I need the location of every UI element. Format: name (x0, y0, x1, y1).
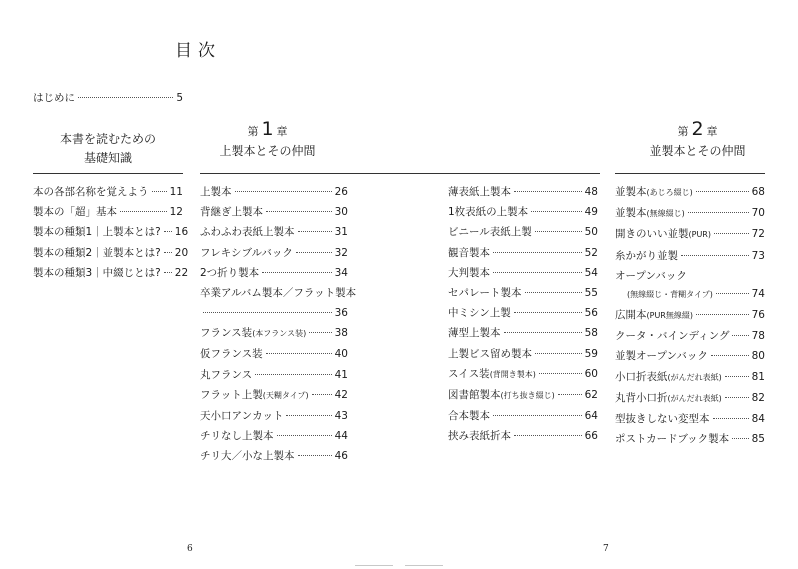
entry-page: 16 (174, 226, 189, 239)
leader-dots (716, 293, 749, 294)
entry-page: 43 (334, 409, 348, 422)
toc-entry[interactable] (33, 246, 189, 260)
leader-dots (514, 191, 582, 192)
entry-page: 5 (176, 92, 183, 104)
leader-dots (713, 418, 749, 419)
leader-dots (732, 335, 748, 336)
toc-entry[interactable] (200, 185, 348, 199)
toc-entry[interactable] (200, 246, 348, 260)
toc-entry[interactable] (200, 368, 348, 382)
entry-page: 40 (334, 348, 348, 361)
entry-page: 46 (334, 450, 348, 463)
leader-dots (266, 211, 332, 212)
chapter1-heading (200, 118, 335, 161)
entry-note: (無線綴じ・背糊タイプ) (627, 289, 713, 299)
leader-dots (696, 314, 749, 315)
entry-label: 観音製本 (448, 246, 490, 259)
leader-dots (514, 312, 582, 313)
entry-label: フランス装 (200, 327, 253, 340)
chapter2-number: 2 (691, 118, 704, 140)
toc-entry[interactable] (200, 388, 348, 403)
toc-entry[interactable] (448, 388, 598, 403)
toc-entry[interactable] (448, 367, 598, 382)
entry-label: 挟み表紙折本 (448, 430, 511, 443)
entry-note: (天糊タイプ) (262, 390, 309, 400)
entry-page: 62 (584, 388, 598, 401)
leader-dots (539, 373, 582, 374)
entry-page: 26 (334, 186, 348, 198)
entry-label: 広開本 (615, 308, 647, 321)
toc-entry[interactable] (200, 205, 348, 219)
entry-label: ポストカードブック製本 (615, 433, 730, 446)
entry-page: 12 (169, 206, 183, 219)
leader-dots (732, 438, 748, 439)
entry-label: 合本製本 (448, 410, 490, 423)
toc-entry[interactable] (615, 249, 765, 263)
leader-dots (504, 332, 582, 333)
leader-dots (711, 355, 749, 356)
toc-entry[interactable] (200, 266, 348, 280)
toc-entry[interactable] (615, 432, 765, 446)
leader-dots (164, 272, 172, 273)
chapter1-suffix: 章 (276, 125, 288, 138)
entry-page: 76 (751, 308, 765, 321)
toc-entry[interactable] (448, 185, 598, 199)
entry-label: 製本の種類2｜並製本とは? (33, 246, 161, 259)
entry-label: 小口折表紙 (615, 370, 668, 383)
entry-note: (がんだれ表紙) (667, 393, 722, 403)
entry-page: 74 (751, 287, 765, 300)
entry-label: 図書館製本 (448, 388, 501, 401)
leader-dots (525, 292, 582, 293)
entry-label: 2つ折り製本 (200, 266, 260, 279)
entry-label: 大判製本 (448, 266, 490, 279)
toc-entry[interactable] (615, 185, 765, 200)
entry-page: 31 (334, 226, 348, 239)
basics-heading (33, 130, 183, 168)
leader-dots (535, 353, 582, 354)
toc-entry[interactable] (33, 185, 183, 199)
toc-entry[interactable] (615, 349, 765, 363)
chapter1-number: 1 (261, 118, 274, 140)
entry-page: 66 (584, 430, 598, 443)
toc-title: 目次 (175, 41, 221, 61)
entry-label: 上製本 (200, 186, 232, 198)
toc-entry[interactable] (33, 205, 183, 219)
entry-label: フラット上製 (200, 388, 263, 401)
leader-dots (681, 255, 749, 256)
leader-dots (531, 211, 581, 212)
chapter2-rule (615, 173, 765, 174)
entry-page: 73 (751, 249, 765, 262)
leader-dots (535, 231, 582, 232)
entry-note: (あじろ綴じ) (646, 188, 693, 197)
toc-entry[interactable] (448, 266, 598, 280)
leader-dots (493, 272, 582, 273)
entry-note: (本フランス装) (252, 329, 307, 339)
entry-page: 81 (751, 370, 765, 383)
chapter2-suffix: 章 (706, 125, 718, 138)
entry-page: 84 (751, 412, 765, 425)
toc-entry[interactable] (33, 225, 189, 239)
entry-page: 50 (584, 226, 598, 239)
chapter1-list-a (200, 185, 357, 469)
entry-page: 49 (584, 206, 598, 219)
leader-dots (262, 272, 331, 273)
entry-note: (背開き製本) (489, 369, 536, 379)
entry-label: 天小口アンカット (200, 409, 284, 422)
leader-dots (277, 435, 332, 436)
entry-label: ふわふわ表紙上製本 (200, 226, 295, 239)
leader-dots (309, 332, 331, 333)
toc-entry[interactable] (200, 225, 348, 239)
leader-dots (312, 394, 332, 395)
toc-entry[interactable] (200, 347, 348, 361)
entry-page: 41 (334, 368, 348, 381)
entry-label: ビニール表紙上製 (448, 226, 532, 239)
entry-note: (PUR無線綴) (646, 310, 693, 320)
entry-label: 卒業アルバム製本／フラット製本 (200, 286, 357, 299)
entry-page: 22 (174, 266, 189, 279)
toc-entry[interactable] (615, 269, 765, 302)
entry-label: 中ミシン上製 (448, 307, 511, 320)
entry-label: 並製オープンバック (615, 350, 708, 363)
leader-dots (514, 435, 582, 436)
entry-page: 32 (334, 246, 348, 259)
chapter1-label (200, 118, 335, 140)
entry-page: 56 (584, 307, 598, 320)
chapter2-heading (630, 118, 765, 161)
toc-entry[interactable] (615, 227, 765, 242)
entry-page: 55 (584, 286, 598, 299)
leader-dots (688, 212, 749, 213)
chapter2-prefix: 第 (677, 125, 689, 138)
chapter1-list-b (448, 185, 598, 449)
toc-entry[interactable] (200, 326, 348, 341)
entry-page: 48 (584, 186, 598, 198)
entry-label: はじめに (33, 92, 75, 104)
leader-dots (164, 252, 172, 253)
toc-entry[interactable] (33, 266, 189, 280)
entry-note: (がんだれ表紙) (667, 372, 722, 382)
entry-page: 30 (334, 206, 348, 219)
toc-entry[interactable] (200, 409, 348, 423)
entry-label: 丸背小口折 (615, 391, 668, 404)
entry-label: チリ大／小な上製本 (200, 450, 295, 463)
entry-page: 72 (751, 228, 765, 241)
toc-entry-intro[interactable] (33, 91, 183, 105)
entry-note: (打ち抜き綴じ) (500, 390, 555, 400)
entry-page: 85 (751, 433, 765, 446)
entry-label: 薄表紙上製本 (448, 186, 511, 198)
basics-rule (33, 173, 183, 174)
entry-label: 背継ぎ上製本 (200, 206, 263, 219)
entry-page: 80 (751, 350, 765, 363)
entry-label: 仮フランス装 (200, 348, 263, 361)
entry-label: 糸かがり並製 (615, 249, 678, 262)
toc-entry[interactable] (448, 326, 598, 340)
leader-dots (493, 415, 582, 416)
toc-entry[interactable] (448, 205, 598, 219)
toc-entry[interactable] (615, 412, 765, 426)
leader-dots (266, 353, 332, 354)
toc-entry[interactable] (448, 306, 598, 320)
leader-dots (235, 191, 332, 192)
entry-page: 70 (751, 207, 765, 220)
leader-dots (714, 233, 749, 234)
entry-label: 上製ビス留め製本 (448, 347, 532, 360)
entry-page: 38 (334, 327, 348, 340)
entry-page: 78 (751, 330, 765, 343)
entry-page: 68 (751, 186, 765, 198)
leader-dots (152, 191, 167, 192)
toc-entry[interactable] (448, 246, 598, 260)
leader-dots (120, 211, 167, 212)
chapter2-list (615, 185, 765, 452)
entry-page: 20 (174, 246, 189, 259)
toc-entry[interactable] (615, 370, 765, 385)
toc-entry[interactable] (200, 429, 348, 443)
toc-entry[interactable] (200, 286, 357, 320)
leader-dots (164, 231, 172, 232)
entry-label: クータ・バインディング (615, 330, 730, 343)
leader-dots (493, 252, 582, 253)
entry-page: 54 (584, 266, 598, 279)
bottom-tab-mark (405, 565, 443, 566)
entry-page: 52 (584, 246, 598, 259)
page-number-right: 7 (603, 544, 609, 554)
toc-entry[interactable] (448, 286, 598, 300)
toc-entry[interactable] (615, 308, 765, 323)
entry-page: 58 (584, 327, 598, 340)
toc-entry[interactable] (448, 347, 598, 361)
entry-page: 64 (584, 410, 598, 423)
entry-label: 本の各部名称を覚えよう (33, 186, 149, 198)
toc-entry[interactable] (448, 429, 598, 443)
entry-label: オープンバック (615, 269, 687, 282)
basics-title-line2: 基礎知識 (83, 151, 132, 165)
leader-dots (298, 455, 332, 456)
entry-page: 44 (334, 430, 348, 443)
toc-entry[interactable] (615, 391, 765, 406)
toc-entry[interactable] (448, 409, 598, 423)
chapter2-label (630, 118, 765, 140)
leader-dots (696, 191, 749, 192)
chapter1-prefix: 第 (247, 125, 259, 138)
leader-dots (725, 376, 749, 377)
entry-page: 42 (334, 388, 348, 401)
entry-page: 82 (751, 391, 765, 404)
entry-page: 11 (169, 186, 183, 198)
basics-title-line1: 本書を読むための (59, 132, 156, 146)
page-number-left: 6 (187, 544, 193, 554)
chapter1-title: 上製本とその仲間 (219, 144, 316, 158)
entry-page: 36 (334, 306, 348, 319)
entry-label: 型抜きしない変型本 (615, 412, 710, 425)
entry-label: 並製本 (615, 186, 647, 198)
entry-label: 並製本 (615, 207, 647, 220)
entry-note: (PUR) (688, 230, 711, 240)
entry-page: 34 (334, 266, 348, 279)
chapter2-title: 並製本とその仲間 (649, 144, 746, 158)
toc-entry[interactable] (448, 225, 598, 239)
entry-label: スイス装 (448, 367, 490, 380)
entry-note: (無線綴じ) (646, 209, 685, 219)
leader-dots (203, 312, 332, 313)
leader-dots (255, 374, 331, 375)
entry-page: 60 (584, 367, 598, 380)
entry-label: 1枚表紙の上製本 (448, 206, 529, 219)
leader-dots (78, 97, 173, 98)
basics-list (33, 185, 189, 286)
toc-entry[interactable] (615, 206, 765, 221)
entry-page: 59 (584, 347, 598, 360)
entry-label: 製本の種類1｜上製本とは? (33, 226, 161, 239)
entry-label: 製本の「超」基本 (33, 206, 117, 219)
leader-dots (725, 397, 749, 398)
entry-label: セパレート製本 (448, 286, 522, 299)
bottom-tab-mark (355, 565, 393, 566)
entry-label: 開きのいい並製 (615, 228, 689, 241)
entry-label: 丸フランス (200, 368, 253, 381)
leader-dots (558, 394, 582, 395)
toc-entry[interactable] (200, 449, 348, 463)
leader-dots (298, 231, 332, 232)
toc-entry[interactable] (615, 329, 765, 343)
leader-dots (286, 415, 331, 416)
leader-dots (296, 252, 332, 253)
entry-label: 製本の種類3｜中綴じとは? (33, 266, 161, 279)
entry-label: チリなし上製本 (200, 430, 274, 443)
entry-label: フレキシブルバック (200, 246, 293, 259)
entry-label: 薄型上製本 (448, 327, 501, 340)
chapter1-rule (200, 173, 600, 174)
